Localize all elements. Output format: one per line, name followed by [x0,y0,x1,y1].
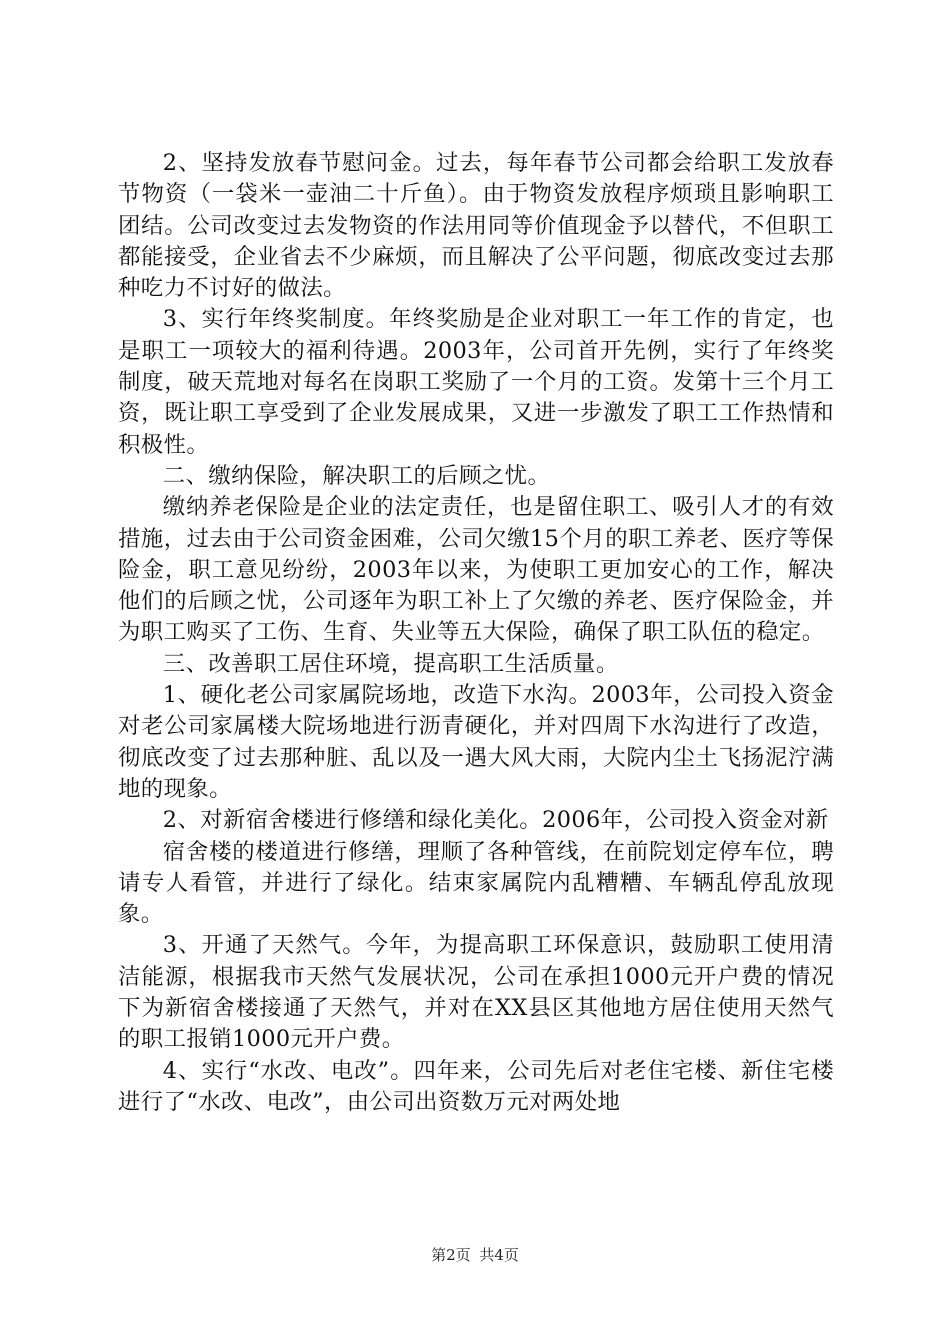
paragraph-spring-festival-bonus: 2、坚持发放春节慰问金。过去，每年春节公司都会给职工发放春节物资（一袋米一壶油二十斤鱼）。由于物资发放程序烦琐且影响职工团结。公司改变过去发物资的作法用同等价值现金予以替代，不但职工都能接受，企业省去不少麻烦，而且解决了公平问题，彻底改变过去那种吃力不讨好的做法。 [118,150,834,302]
page-number-total: 共4页 [479,1246,519,1264]
paragraph-courtyard-hardening: 1、硬化老公司家属院场地，改造下水沟。2003年，公司投入资金对老公司家属楼大院场地进行沥青硬化，并对四周下水沟进行了改造，彻底改变了过去那种脏、乱以及一遇大风大雨，大院内尘土飞扬泥泞满地的现象。 [118,682,834,802]
paragraph-water-electric-reform: 4、实行“水改、电改”。四年来，公司先后对老住宅楼、新住宅楼进行了“水改、电改”，由公司出资数万元对两处地 [118,1057,834,1115]
paragraph-natural-gas: 3、开通了天然气。今年，为提高职工环保意识，鼓励职工使用清洁能源，根据我市天然气发展状况，公司在承担1000元开户费的情况下为新宿舍楼接通了天然气，并对在XX县区其他地方居住使用天然气的职工报销1000元开户费。 [118,932,834,1053]
page-footer [0,1244,950,1265]
document-body [118,148,834,1118]
paragraph-year-end-bonus: 3、实行年终奖制度。年终奖励是企业对职工一年工作的肯定，也是职工一项较大的福利待遇。2003年，公司首开先例，实行了年终奖制度，破天荒地对每名在岗职工奖励了一个月的工资。发第十三个月工资，既让职工享受到了企业发展成果，又进一步激发了职工工作热情和积极性。 [118,306,834,458]
paragraph-dormitory-repair: 2、对新宿舍楼进行修缮和绿化美化。2006年，公司投入资金对新 [162,807,829,834]
section-heading-living-environment: 三、改善职工居住环境，提高职工生活质量。 [162,650,619,677]
paragraph-dormitory-repair-continued: 宿舍楼的楼道进行修缮，理顺了各种管线，在前院划定停车位，聘请专人看管，并进行了绿化。结束家属院内乱糟糟、车辆乱停乱放现象。 [118,838,834,928]
paragraph-pension-insurance: 缴纳养老保险是企业的法定责任，也是留住职工、吸引人才的有效措施，过去由于公司资金困难，公司欠缴15个月的职工养老、医疗等保险金，职工意见纷纷，2003年以来，为使职工更加安心的工作，解决他们的后顾之忧，公司逐年为职工补上了欠缴的养老、医疗保险金，并为职工购买了工伤、生育、失业等五大保险，确保了职工队伍的稳定。 [118,494,834,646]
page-number-current: 第2页 [431,1246,471,1264]
section-heading-insurance: 二、缴纳保险，解决职工的后顾之忧。 [162,462,551,489]
